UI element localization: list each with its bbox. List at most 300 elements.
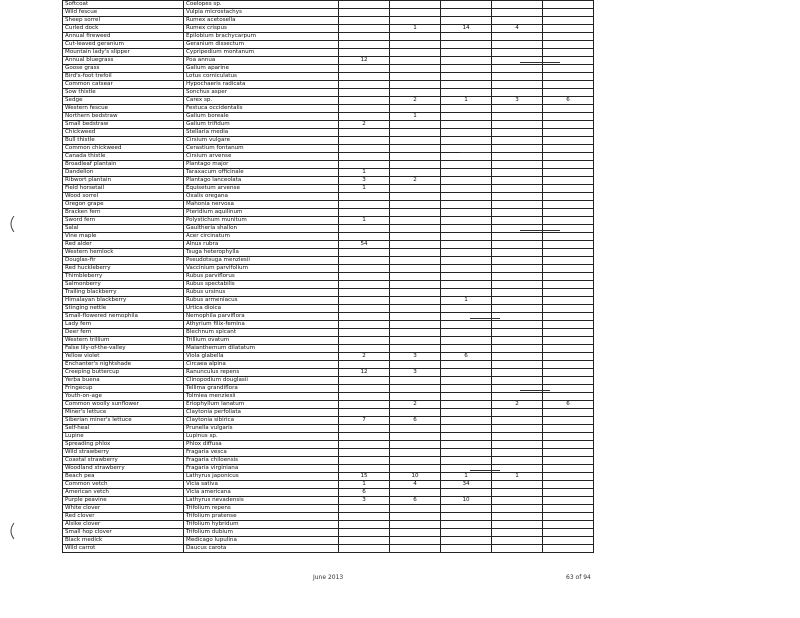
count-cell xyxy=(441,369,492,377)
count-cell xyxy=(492,289,543,297)
count-cell xyxy=(390,433,441,441)
count-cell xyxy=(492,545,543,553)
count-cell xyxy=(390,409,441,417)
count-cell xyxy=(543,137,594,145)
species-table-body xyxy=(63,1,594,553)
margin-dash xyxy=(520,62,560,63)
scientific-name-cell: Eriophyllum lanatum xyxy=(184,401,339,409)
count-cell xyxy=(492,65,543,73)
count-cell xyxy=(543,433,594,441)
count-cell xyxy=(492,145,543,153)
count-cell xyxy=(543,297,594,305)
count-cell xyxy=(390,257,441,265)
count-cell xyxy=(543,25,594,33)
table-row xyxy=(63,241,594,249)
count-cell xyxy=(492,377,543,385)
count-cell xyxy=(390,89,441,97)
count-cell xyxy=(441,521,492,529)
count-cell xyxy=(339,89,390,97)
count-cell xyxy=(441,89,492,97)
scientific-name-cell: Coelopes sp. xyxy=(184,1,339,9)
count-cell xyxy=(339,49,390,57)
count-cell xyxy=(543,169,594,177)
count-cell: 4 xyxy=(492,25,543,33)
table-row xyxy=(63,65,594,73)
scientific-name-cell: Trifolium dubium xyxy=(184,529,339,537)
scientific-name-cell: Mahonia nervosa xyxy=(184,201,339,209)
scientific-name-cell: Carex sp. xyxy=(184,97,339,105)
common-name-cell: Curled dock xyxy=(63,25,184,33)
scientific-name-cell: Viola glabella xyxy=(184,353,339,361)
count-cell xyxy=(492,321,543,329)
table-row xyxy=(63,457,594,465)
count-cell xyxy=(543,1,594,9)
count-cell xyxy=(441,185,492,193)
count-cell xyxy=(492,89,543,97)
count-cell: 6 xyxy=(543,401,594,409)
table-row xyxy=(63,473,594,481)
count-cell xyxy=(339,297,390,305)
binding-hole-mark xyxy=(6,522,16,540)
table-row xyxy=(63,401,594,409)
common-name-cell: Common catsear xyxy=(63,81,184,89)
count-cell xyxy=(441,257,492,265)
table-row xyxy=(63,201,594,209)
common-name-cell: Woodland strawberry xyxy=(63,465,184,473)
count-cell xyxy=(492,201,543,209)
count-cell xyxy=(543,425,594,433)
count-cell xyxy=(441,121,492,129)
common-name-cell: Western fescue xyxy=(63,105,184,113)
count-cell xyxy=(441,489,492,497)
count-cell xyxy=(339,209,390,217)
scientific-name-cell: Poa annua xyxy=(184,57,339,65)
count-cell xyxy=(441,401,492,409)
count-cell xyxy=(390,1,441,9)
count-cell xyxy=(390,217,441,225)
count-cell xyxy=(492,353,543,361)
count-cell xyxy=(441,273,492,281)
count-cell xyxy=(543,385,594,393)
common-name-cell: Red alder xyxy=(63,241,184,249)
count-cell xyxy=(492,433,543,441)
count-cell xyxy=(441,337,492,345)
count-cell xyxy=(492,121,543,129)
count-cell: 1 xyxy=(492,473,543,481)
table-row xyxy=(63,441,594,449)
count-cell xyxy=(441,329,492,337)
common-name-cell: Cut-leaved geranium xyxy=(63,41,184,49)
count-cell xyxy=(543,209,594,217)
count-cell xyxy=(339,393,390,401)
common-name-cell: Chickweed xyxy=(63,129,184,137)
count-cell xyxy=(339,449,390,457)
margin-dash xyxy=(520,390,550,391)
table-row xyxy=(63,25,594,33)
count-cell xyxy=(390,385,441,393)
table-row xyxy=(63,393,594,401)
count-cell xyxy=(390,249,441,257)
count-cell xyxy=(390,33,441,41)
scientific-name-cell: Tsuga heterophylla xyxy=(184,249,339,257)
scientific-name-cell: Trillium ovatum xyxy=(184,337,339,345)
table-row xyxy=(63,545,594,553)
count-cell xyxy=(441,377,492,385)
count-cell xyxy=(543,409,594,417)
table-row xyxy=(63,137,594,145)
scientific-name-cell: Cirsium vulgare xyxy=(184,137,339,145)
count-cell xyxy=(543,497,594,505)
scientific-name-cell: Rumex acetosella xyxy=(184,17,339,25)
count-cell xyxy=(492,313,543,321)
table-row xyxy=(63,57,594,65)
count-cell xyxy=(543,289,594,297)
count-cell xyxy=(492,425,543,433)
count-cell xyxy=(339,233,390,241)
table-row xyxy=(63,521,594,529)
table-row xyxy=(63,537,594,545)
count-cell xyxy=(441,361,492,369)
count-cell xyxy=(441,289,492,297)
count-cell xyxy=(543,449,594,457)
common-name-cell: Wild fescue xyxy=(63,9,184,17)
count-cell: 2 xyxy=(339,353,390,361)
margin-dash xyxy=(460,152,490,153)
common-name-cell: Lupine xyxy=(63,433,184,441)
count-cell xyxy=(441,105,492,113)
footer-page-number: 63 of 94 xyxy=(566,574,591,581)
scientific-name-cell: Clinopodium douglasii xyxy=(184,377,339,385)
count-cell: 1 xyxy=(441,97,492,105)
count-cell xyxy=(441,169,492,177)
count-cell xyxy=(441,241,492,249)
count-cell: 3 xyxy=(390,369,441,377)
scientific-name-cell: Epilobium brachycarpum xyxy=(184,33,339,41)
count-cell xyxy=(390,449,441,457)
count-cell xyxy=(492,441,543,449)
table-row xyxy=(63,89,594,97)
count-cell xyxy=(339,521,390,529)
common-name-cell: Lady fern xyxy=(63,321,184,329)
scientific-name-cell: Cirsium arvense xyxy=(184,153,339,161)
count-cell xyxy=(390,129,441,137)
count-cell: 1 xyxy=(339,217,390,225)
count-cell xyxy=(543,161,594,169)
count-cell xyxy=(543,89,594,97)
count-cell xyxy=(543,457,594,465)
count-cell xyxy=(441,129,492,137)
count-cell xyxy=(390,41,441,49)
count-cell xyxy=(441,545,492,553)
table-row xyxy=(63,113,594,121)
count-cell xyxy=(390,169,441,177)
scientific-name-cell: Vicia americana xyxy=(184,489,339,497)
count-cell xyxy=(492,273,543,281)
margin-dash xyxy=(520,230,560,231)
count-cell xyxy=(543,41,594,49)
count-cell xyxy=(492,169,543,177)
count-cell xyxy=(390,305,441,313)
scientific-name-cell: Lathyrus nevadensis xyxy=(184,497,339,505)
count-cell xyxy=(492,49,543,57)
count-cell xyxy=(339,505,390,513)
count-cell xyxy=(390,361,441,369)
table-row xyxy=(63,321,594,329)
count-cell xyxy=(390,17,441,25)
table-row xyxy=(63,425,594,433)
count-cell: 12 xyxy=(339,57,390,65)
count-cell xyxy=(543,513,594,521)
count-cell xyxy=(543,473,594,481)
count-cell xyxy=(441,1,492,9)
common-name-cell: Sword fern xyxy=(63,217,184,225)
count-cell xyxy=(390,241,441,249)
count-cell xyxy=(390,377,441,385)
scientific-name-cell: Gaultheria shallon xyxy=(184,225,339,233)
scientific-name-cell: Ranunculus repens xyxy=(184,369,339,377)
count-cell xyxy=(543,129,594,137)
species-table xyxy=(62,0,594,553)
count-cell xyxy=(390,121,441,129)
count-cell xyxy=(492,457,543,465)
count-cell xyxy=(543,305,594,313)
count-cell xyxy=(492,193,543,201)
common-name-cell: Deer fern xyxy=(63,329,184,337)
count-cell xyxy=(543,217,594,225)
count-cell xyxy=(543,9,594,17)
count-cell xyxy=(441,529,492,537)
scientific-name-cell: Stellaria media xyxy=(184,129,339,137)
common-name-cell: Bracken fern xyxy=(63,209,184,217)
count-cell xyxy=(441,49,492,57)
count-cell xyxy=(390,9,441,17)
count-cell xyxy=(339,441,390,449)
count-cell xyxy=(492,385,543,393)
common-name-cell: Softcoat xyxy=(63,1,184,9)
count-cell: 14 xyxy=(441,25,492,33)
table-row xyxy=(63,161,594,169)
count-cell: 2 xyxy=(390,97,441,105)
table-row xyxy=(63,481,594,489)
count-cell xyxy=(543,193,594,201)
count-cell: 1 xyxy=(339,185,390,193)
count-cell xyxy=(441,225,492,233)
scientific-name-cell: Sonchus asper xyxy=(184,89,339,97)
table-row xyxy=(63,305,594,313)
scientific-name-cell: Rubus ursinus xyxy=(184,289,339,297)
count-cell: 2 xyxy=(390,177,441,185)
common-name-cell: Alsike clover xyxy=(63,521,184,529)
scientific-name-cell: Circaea alpina xyxy=(184,361,339,369)
scientific-name-cell: Trifolium hybridum xyxy=(184,521,339,529)
count-cell xyxy=(492,265,543,273)
count-cell xyxy=(390,425,441,433)
count-cell xyxy=(492,73,543,81)
count-cell xyxy=(390,65,441,73)
common-name-cell: Salal xyxy=(63,225,184,233)
count-cell xyxy=(441,345,492,353)
count-cell xyxy=(441,385,492,393)
count-cell xyxy=(543,273,594,281)
count-cell xyxy=(390,513,441,521)
count-cell xyxy=(543,121,594,129)
count-cell xyxy=(543,353,594,361)
table-row xyxy=(63,329,594,337)
scientific-name-cell: Geranium dissectum xyxy=(184,41,339,49)
count-cell xyxy=(390,161,441,169)
count-cell xyxy=(492,481,543,489)
count-cell xyxy=(441,193,492,201)
count-cell xyxy=(339,1,390,9)
count-cell xyxy=(543,49,594,57)
count-cell xyxy=(339,73,390,81)
common-name-cell: Common chickweed xyxy=(63,145,184,153)
count-cell xyxy=(339,401,390,409)
count-cell: 3 xyxy=(339,497,390,505)
count-cell xyxy=(441,33,492,41)
common-name-cell: Fringecup xyxy=(63,385,184,393)
count-cell xyxy=(543,329,594,337)
count-cell xyxy=(339,145,390,153)
common-name-cell: Beach pea xyxy=(63,473,184,481)
common-name-cell: Vine maple xyxy=(63,233,184,241)
count-cell xyxy=(492,185,543,193)
table-row xyxy=(63,289,594,297)
table-row xyxy=(63,353,594,361)
count-cell xyxy=(339,313,390,321)
count-cell xyxy=(339,137,390,145)
count-cell xyxy=(339,345,390,353)
count-cell xyxy=(543,265,594,273)
common-name-cell: Douglas-fir xyxy=(63,257,184,265)
count-cell xyxy=(390,321,441,329)
count-cell xyxy=(390,289,441,297)
count-cell xyxy=(441,41,492,49)
count-cell xyxy=(543,377,594,385)
count-cell xyxy=(339,9,390,17)
count-cell xyxy=(441,137,492,145)
count-cell xyxy=(543,369,594,377)
count-cell xyxy=(543,33,594,41)
count-cell xyxy=(339,25,390,33)
common-name-cell: Self-heal xyxy=(63,425,184,433)
common-name-cell: Canada thistle xyxy=(63,153,184,161)
count-cell xyxy=(543,529,594,537)
table-row xyxy=(63,529,594,537)
scientific-name-cell: Vaccinium parvifolium xyxy=(184,265,339,273)
scientific-name-cell: Lupinus sp. xyxy=(184,433,339,441)
table-row xyxy=(63,105,594,113)
scientific-name-cell: Galium aparine xyxy=(184,65,339,73)
count-cell xyxy=(339,425,390,433)
count-cell: 6 xyxy=(543,97,594,105)
count-cell: 2 xyxy=(492,401,543,409)
count-cell xyxy=(339,545,390,553)
count-cell xyxy=(339,537,390,545)
common-name-cell: Trailing blackberry xyxy=(63,289,184,297)
count-cell xyxy=(492,513,543,521)
count-cell xyxy=(492,113,543,121)
table-row xyxy=(63,417,594,425)
count-cell: 1 xyxy=(339,169,390,177)
common-name-cell: Annual bluegrass xyxy=(63,57,184,65)
count-cell xyxy=(390,273,441,281)
scientific-name-cell: Fragaria vesca xyxy=(184,449,339,457)
common-name-cell: Siberian miner's lettuce xyxy=(63,417,184,425)
table-row xyxy=(63,433,594,441)
common-name-cell: Black medick xyxy=(63,537,184,545)
scientific-name-cell: Lathyrus japonicus xyxy=(184,473,339,481)
table-row xyxy=(63,145,594,153)
scientific-name-cell: Pseudotsuga menziesii xyxy=(184,257,339,265)
count-cell xyxy=(492,449,543,457)
count-cell xyxy=(390,225,441,233)
count-cell xyxy=(492,305,543,313)
count-cell xyxy=(339,281,390,289)
table-row xyxy=(63,297,594,305)
count-cell xyxy=(543,521,594,529)
count-cell xyxy=(492,129,543,137)
count-cell xyxy=(390,329,441,337)
count-cell xyxy=(390,545,441,553)
table-row xyxy=(63,169,594,177)
scientific-name-cell: Trifolium repens xyxy=(184,505,339,513)
count-cell: 1 xyxy=(390,25,441,33)
table-row xyxy=(63,337,594,345)
count-cell xyxy=(441,113,492,121)
common-name-cell: Bird's-foot trefoil xyxy=(63,73,184,81)
count-cell: 12 xyxy=(339,369,390,377)
count-cell xyxy=(492,17,543,25)
common-name-cell: Common vetch xyxy=(63,481,184,489)
count-cell xyxy=(543,65,594,73)
table-row xyxy=(63,465,594,473)
count-cell xyxy=(543,545,594,553)
common-name-cell: Bull thistle xyxy=(63,137,184,145)
count-cell xyxy=(441,57,492,65)
count-cell xyxy=(390,145,441,153)
scientific-name-cell: Maianthemum dilatatum xyxy=(184,345,339,353)
count-cell xyxy=(543,337,594,345)
count-cell: 15 xyxy=(339,473,390,481)
count-cell xyxy=(390,393,441,401)
count-cell xyxy=(543,313,594,321)
table-row xyxy=(63,249,594,257)
scientific-name-cell: Blechnum spicant xyxy=(184,329,339,337)
count-cell xyxy=(543,417,594,425)
count-cell: 3 xyxy=(339,177,390,185)
table-row xyxy=(63,185,594,193)
count-cell: 1 xyxy=(441,473,492,481)
count-cell xyxy=(390,81,441,89)
count-cell xyxy=(543,505,594,513)
scientific-name-cell: Equisetum arvense xyxy=(184,185,339,193)
count-cell xyxy=(492,297,543,305)
count-cell: 2 xyxy=(390,401,441,409)
common-name-cell: Sow thistle xyxy=(63,89,184,97)
count-cell xyxy=(441,505,492,513)
table-row xyxy=(63,409,594,417)
count-cell xyxy=(339,273,390,281)
count-cell xyxy=(441,449,492,457)
count-cell xyxy=(339,193,390,201)
scientific-name-cell: Lotus corniculatus xyxy=(184,73,339,81)
count-cell xyxy=(492,497,543,505)
count-cell xyxy=(492,33,543,41)
count-cell xyxy=(543,225,594,233)
common-name-cell: Himalayan blackberry xyxy=(63,297,184,305)
count-cell xyxy=(543,81,594,89)
